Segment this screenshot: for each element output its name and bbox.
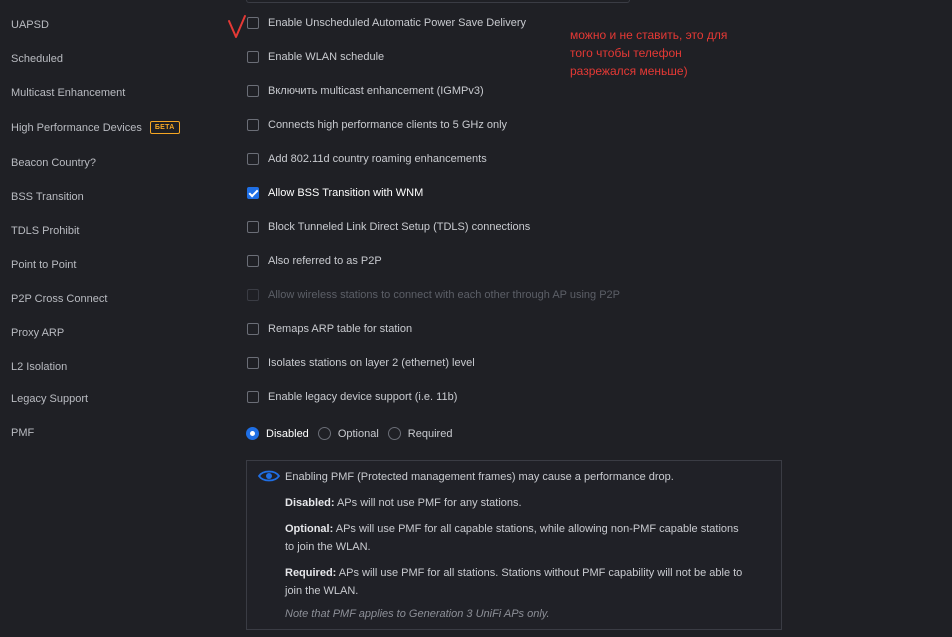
red-check-annotation-icon [226,14,248,45]
setting-label: PMF [11,427,35,439]
pmf-term-text: APs will use PMF for all capable stations, while allowing non-PMF capable stations [333,523,739,535]
beacon-country-checkbox[interactable] [247,153,259,165]
pmf-info-box [246,460,782,630]
setting-row-p2p-cross-connect [0,287,952,311]
setting-label: Multicast Enhancement [11,87,126,99]
setting-description[interactable]: Enable legacy device support (i.e. 11b) [268,391,458,403]
annotation-line: того чтобы телефон [570,46,682,60]
pmf-option-label[interactable]: Disabled [266,427,309,440]
setting-row-legacy-support [0,389,952,413]
setting-row-point-to-point [0,253,952,277]
setting-row-scheduled [0,49,952,73]
setting-description[interactable]: Enable Unscheduled Automatic Power Save Delivery [268,17,527,29]
setting-row-uapsd [0,15,952,39]
pmf-required-radio[interactable] [388,427,401,440]
setting-description[interactable]: Block Tunneled Link Direct Setup (TDLS) connections [268,221,531,233]
setting-row-multicast [0,83,952,107]
top-panel-edge [246,0,630,3]
scheduled-checkbox[interactable] [247,51,259,63]
pmf-disabled-radio[interactable] [246,427,259,440]
setting-label: Scheduled [11,53,63,65]
setting-label: Proxy ARP [11,327,65,339]
setting-row-pmf [0,427,952,451]
setting-description[interactable]: Включить multicast enhancement (IGMPv3) [268,85,484,97]
setting-label: BSS Transition [11,191,84,203]
setting-label: Beacon Country? [11,157,96,169]
pmf-info-required [285,564,775,582]
p2p-cross-connect-checkbox [247,289,259,301]
pmf-info-intro: Enabling PMF (Protected management frames) may cause a performance drop. [285,471,674,483]
proxy-arp-checkbox[interactable] [247,323,259,335]
pmf-term-text: APs will use PMF for all stations. Stations without PMF capability will not be able to [336,567,743,579]
setting-label: Legacy Support [11,393,89,405]
setting-label-text: High Performance Devices [11,121,142,134]
pmf-info-optional-cont: to join the WLAN. [285,541,371,553]
setting-label: L2 Isolation [11,361,68,373]
eye-icon [258,469,280,488]
setting-row-high-performance [0,117,952,141]
l2-isolation-checkbox[interactable] [247,357,259,369]
setting-label [11,121,180,134]
setting-label: Point to Point [11,259,77,271]
pmf-option-label[interactable]: Required [407,427,453,440]
setting-description[interactable]: Allow BSS Transition with WNM [268,187,424,199]
setting-label: UAPSD [11,19,49,31]
uapsd-checkbox[interactable] [247,17,259,29]
pmf-term: Optional: [285,523,334,535]
setting-description[interactable]: Isolates stations on layer 2 (ethernet) level [268,357,475,369]
setting-description[interactable]: Add 802.11d country roaming enhancements [268,153,487,165]
setting-label: P2P Cross Connect [11,293,108,305]
pmf-info-note: Note that PMF applies to Generation 3 UniFi APs only. [285,608,550,620]
setting-row-tdls-prohibit [0,219,952,243]
pmf-option-label[interactable]: Optional [337,427,379,440]
setting-row-bss-transition [0,185,952,209]
setting-description[interactable]: Also referred to as P2P [268,255,382,267]
pmf-term: Disabled: [285,497,335,509]
point-to-point-checkbox[interactable] [247,255,259,267]
multicast-checkbox[interactable] [247,85,259,97]
red-annotation-note [570,26,770,80]
beta-badge: БЕТА [150,121,180,134]
setting-description: Allow wireless stations to connect with each other through AP using P2P [268,289,620,301]
setting-row-proxy-arp [0,321,952,345]
annotation-line: можно и не ставить, это для [570,28,728,42]
setting-row-l2-isolation [0,355,952,379]
setting-description[interactable]: Remaps ARP table for station [268,323,413,335]
setting-description[interactable]: Connects high performance clients to 5 GHz only [268,119,508,131]
high-performance-checkbox[interactable] [247,119,259,131]
setting-row-beacon-country [0,151,952,175]
annotation-line: разрежался меньше) [570,64,688,78]
tdls-prohibit-checkbox[interactable] [247,221,259,233]
pmf-radio-group [246,427,461,440]
pmf-info-disabled [285,494,775,512]
pmf-info-optional [285,520,775,538]
pmf-term-text: APs will not use PMF for any stations. [334,497,522,509]
pmf-term: Required: [285,567,337,579]
legacy-support-checkbox[interactable] [247,391,259,403]
setting-label: TDLS Prohibit [11,225,80,237]
setting-description[interactable]: Enable WLAN schedule [268,51,385,63]
bss-transition-checkbox[interactable] [247,187,259,199]
pmf-info-required-cont: join the WLAN. [285,585,359,597]
pmf-optional-radio[interactable] [318,427,331,440]
